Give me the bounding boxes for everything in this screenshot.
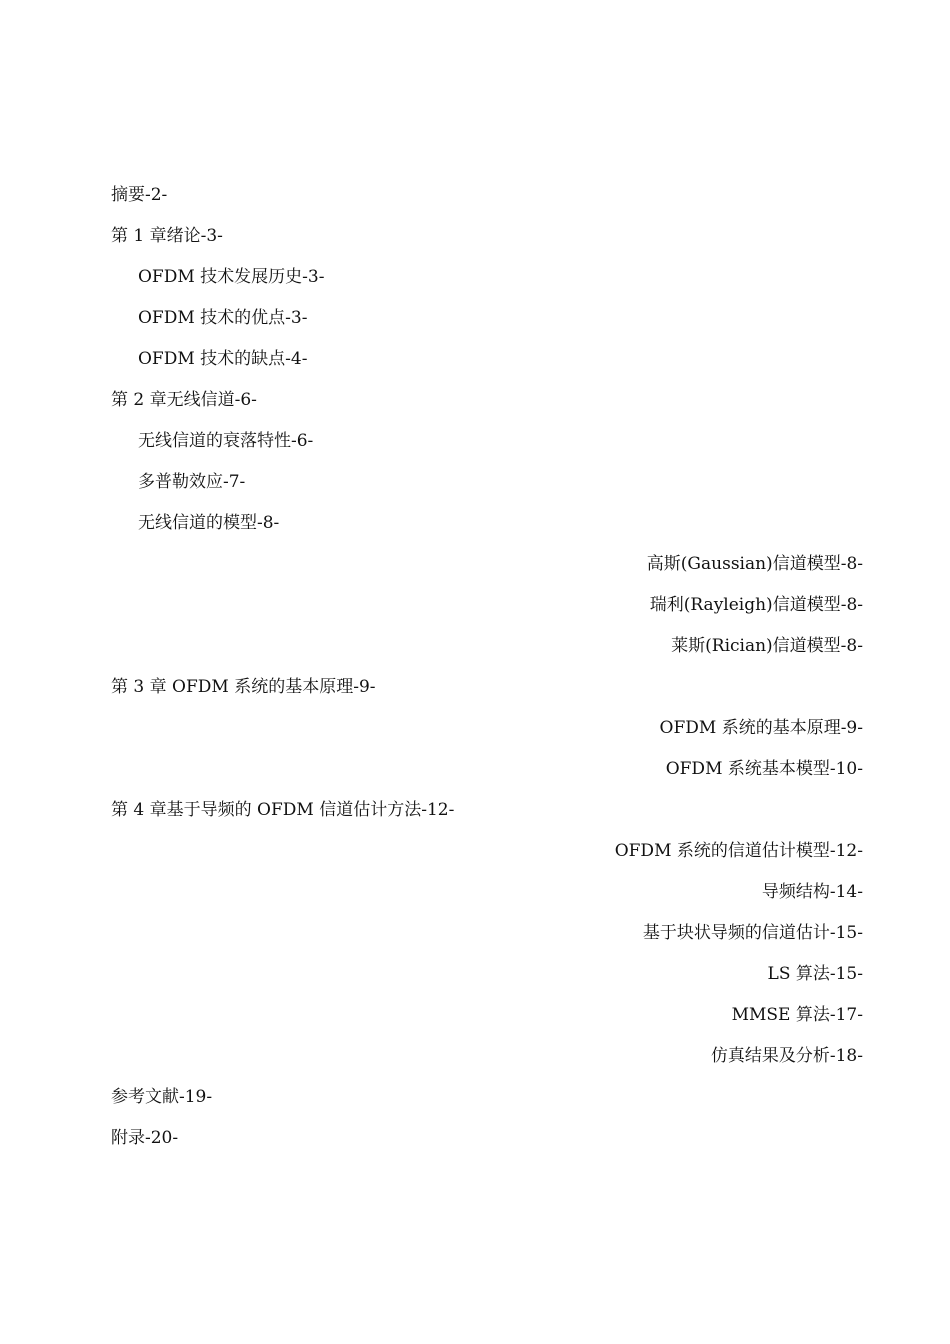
toc-entry-ofdm-history[interactable]: OFDM 技术发展历史-3- [138, 267, 325, 287]
toc-entry-chapter-4[interactable]: 第 4 章基于导频的 OFDM 信道估计方法-12- [111, 800, 455, 820]
toc-entry-fading[interactable]: 无线信道的衰落特性-6- [138, 431, 314, 451]
toc-entry-block-pilot[interactable]: 基于块状导频的信道估计-15- [642, 923, 863, 943]
toc-entry-gaussian[interactable]: 高斯(Gaussian)信道模型-8- [646, 554, 863, 574]
toc-entry-ofdm-principle[interactable]: OFDM 系统的基本原理-9- [659, 718, 863, 738]
toc-entry-rician[interactable]: 莱斯(Rician)信道模型-8- [671, 636, 863, 656]
toc-entry-rayleigh[interactable]: 瑞利(Rayleigh)信道模型-8- [649, 595, 863, 615]
toc-entry-channel-model[interactable]: 无线信道的模型-8- [138, 513, 280, 533]
toc-entry-chapter-2[interactable]: 第 2 章无线信道-6- [111, 390, 257, 410]
toc-entry-chapter-3[interactable]: 第 3 章 OFDM 系统的基本原理-9- [111, 677, 376, 697]
toc-entry-appendix[interactable]: 附录-20- [111, 1128, 179, 1148]
toc-entry-ofdm-basic-model[interactable]: OFDM 系统基本模型-10- [665, 759, 863, 779]
toc-entry-ofdm-disadvantages[interactable]: OFDM 技术的缺点-4- [138, 349, 308, 369]
toc-entry-abstract[interactable]: 摘要-2- [111, 185, 168, 205]
toc-entry-estimation-model[interactable]: OFDM 系统的信道估计模型-12- [614, 841, 863, 861]
toc-entry-ls[interactable]: LS 算法-15- [767, 964, 863, 984]
toc-entry-doppler[interactable]: 多普勒效应-7- [138, 472, 246, 492]
toc-entry-ofdm-advantages[interactable]: OFDM 技术的优点-3- [138, 308, 308, 328]
toc-entry-pilot-structure[interactable]: 导频结构-14- [761, 882, 863, 902]
toc-entry-simulation[interactable]: 仿真结果及分析-18- [710, 1046, 863, 1066]
toc-entry-mmse[interactable]: MMSE 算法-17- [731, 1005, 863, 1025]
toc-entry-chapter-1[interactable]: 第 1 章绪论-3- [111, 226, 223, 246]
toc-entry-references[interactable]: 参考文献-19- [111, 1087, 213, 1107]
